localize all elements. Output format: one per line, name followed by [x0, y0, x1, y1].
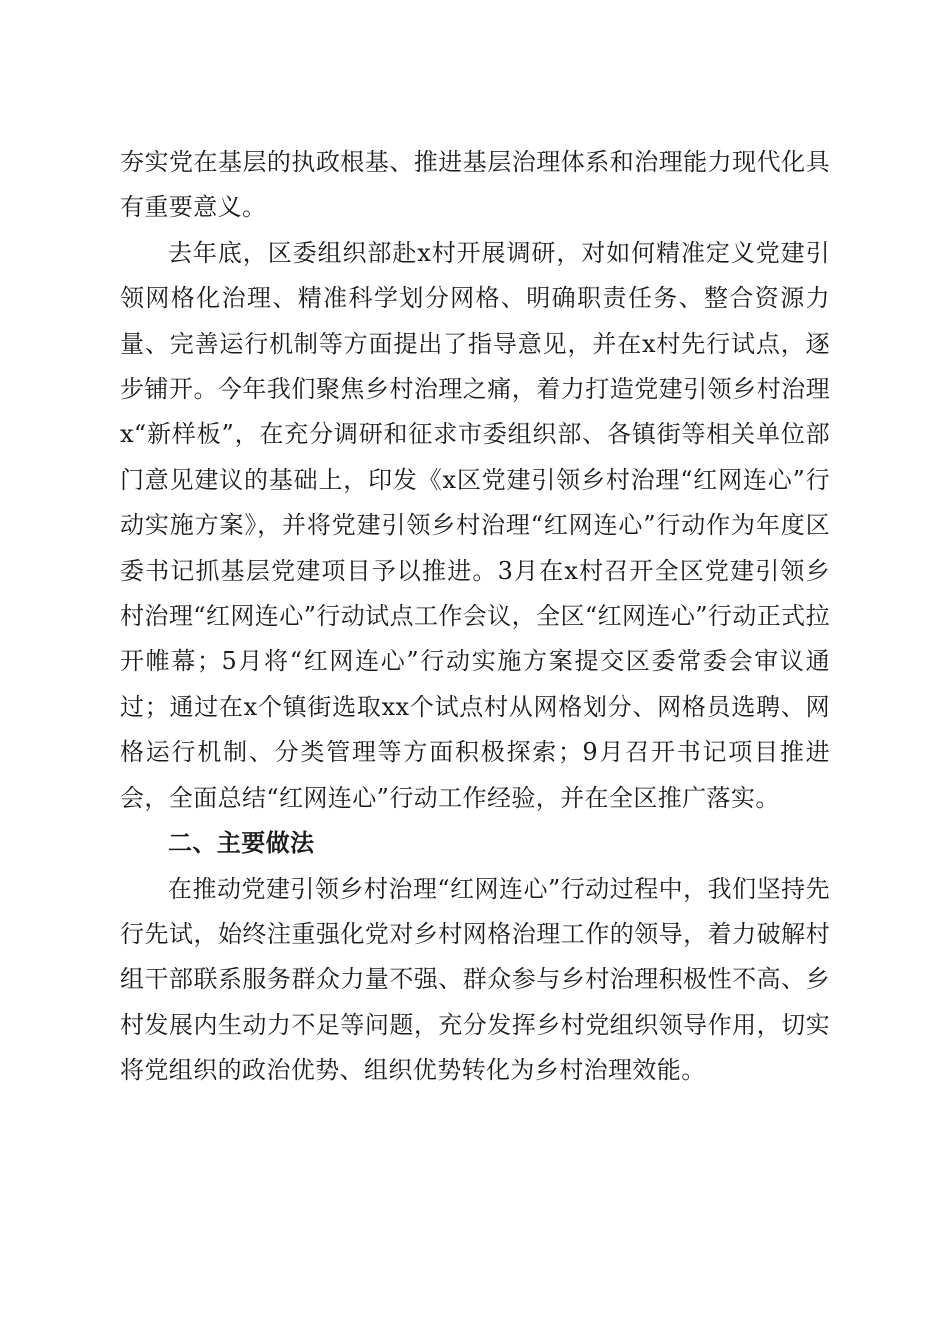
document-body [120, 140, 830, 1094]
paragraph-main-practices: 在推动党建引领乡村治理“红网连心”行动过程中，我们坚持先行先试，始终注重强化党对乡村网格治理工作的领导，着力破解村组干部联系服务群众力量不强、群众参与乡村治理积极性不高、乡村发展内生动力不足等问题，充分发挥乡村党组织领导作用，切实将党组织的政治优势、组织优势转化为乡村治理效能。 [120, 874, 830, 1085]
paragraph-continuation: 夯实党在基层的执政根基、推进基层治理体系和治理能力现代化具有重要意义。 [120, 148, 830, 222]
section-heading-main-practices: 二、主要做法 [168, 829, 315, 858]
paragraph-background: 去年底，区委组织部赴x村开展调研，对如何精准定义党建引领网格化治理、精准科学划分网格、明确职责任务、整合资源力量、完善运行机制等方面提出了指导意见，并在x村先行试点，逐步铺开。今年我们聚焦乡村治理之痛，着力打造党建引领乡村治理x“新样板”，在充分调研和征求市委组织部、各镇街等相关单位部门意见建议的基础上，印发《x区党建引领乡村治理“红网连心”行动实施方案》，并将党建引领乡村治理“红网连心”行动作为年度区委书记抓基层党建项目予以推进。3月在x村召开全区党建引领乡村治理“红网连心”行动试点工作会议，全区“红网连心”行动正式拉开帷幕；5月将“红网连心”行动实施方案提交区委常委会审议通过；通过在x个镇街选取xx个试点村从网格划分、网格员选聘、网格运行机制、分类管理等方面积极探索；9月召开书记项目推进会，全面总结“红网连心”行动工作经验，并在全区推广落实。 [120, 238, 830, 812]
